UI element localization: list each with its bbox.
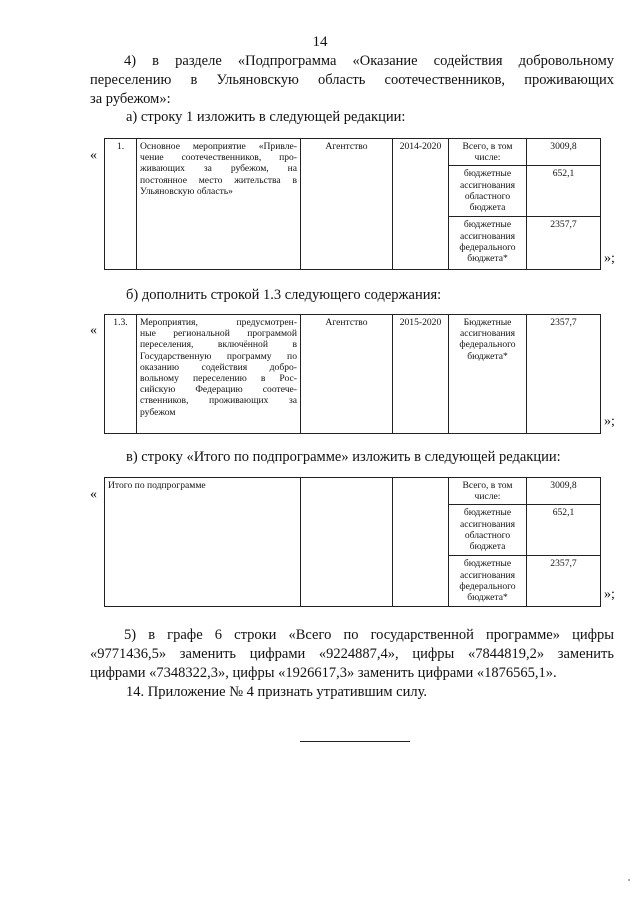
item4-line: переселению в Ульяновскую область соотечественников, проживающих: [90, 72, 614, 88]
subitem-b: б) дополнить строкой 1.3 следующего содержания:: [126, 287, 442, 303]
value-federal: 2357,7: [527, 217, 601, 270]
measure-name-line: Государственную программу по: [140, 350, 297, 362]
open-quote: «: [90, 148, 97, 163]
executor: Агентство: [301, 315, 393, 434]
empty-cell: [393, 478, 449, 607]
measure-name: [137, 139, 301, 270]
table-row-1: [104, 138, 601, 270]
row-number: 1.3.: [105, 315, 137, 434]
item5-line: цифрами «7348322,3», цифры «1926617,3» заменить цифрами «1876565,1».: [90, 665, 557, 681]
close-mark: »;: [604, 587, 615, 602]
open-quote: «: [90, 487, 97, 502]
subitem-c: в) строку «Итого по подпрограмме» изложить в следующей редакции:: [126, 449, 561, 465]
measure-name-line: Ульяновскую область»: [140, 185, 233, 197]
source-total: Всего, в том числе:: [449, 478, 527, 505]
measure-name-line: постоянное место жительства в: [140, 174, 297, 186]
item5-line: «9771436,5» заменить цифрами «9224887,4», цифры «7844819,2» заменить: [90, 646, 614, 662]
measure-name-line: ные региональной программой: [140, 328, 297, 340]
value-regional: 652,1: [527, 505, 601, 556]
open-quote: «: [90, 323, 97, 338]
measure-name-line: ственников, проживающих за: [140, 395, 297, 407]
measure-name-line: рубежом: [140, 406, 176, 418]
measure-name: [137, 315, 301, 434]
subitem-a: а) строку 1 изложить в следующей редакции:: [126, 109, 406, 125]
page-number: 14: [312, 34, 328, 50]
item4-line: 4) в разделе «Подпрограмма «Оказание содействия добровольному: [124, 53, 614, 69]
close-mark: »;: [604, 251, 615, 266]
item5-line: 5) в графе 6 строки «Всего по государственной программе» цифры: [124, 627, 614, 643]
measure-name-line: сийскую Федерацию соотече-: [140, 384, 297, 396]
value-federal: 2357,7: [527, 556, 601, 607]
item4-paragraph: [90, 52, 614, 109]
value-total: 3009,8: [527, 478, 601, 505]
source-total: Всего, в том числе:: [449, 139, 527, 166]
row-number: 1.: [105, 139, 137, 270]
measure-name-line: вольному переселению в Рос-: [140, 373, 297, 385]
value-total: 3009,8: [527, 139, 601, 166]
subprogram-total-name: Итого по подпрограмме: [105, 478, 301, 607]
value-federal: 2357,7: [527, 315, 601, 434]
measure-name-line: переселения, включённой в: [140, 339, 297, 351]
separator-line: [300, 741, 410, 742]
years: 2014-2020: [393, 139, 449, 270]
source-regional: бюджетные ассигнования областного бюджета: [449, 505, 527, 556]
source-regional: бюджетные ассигнования областного бюджета: [449, 166, 527, 217]
measure-name-line: живающих за рубежом, на: [140, 163, 297, 175]
table-row-1-3: [104, 314, 601, 434]
close-mark: »;: [604, 414, 615, 429]
item4-line: за рубежом»:: [90, 91, 171, 107]
scan-speck: [628, 879, 630, 881]
measure-name-line: Основное мероприятие «Привле-: [140, 141, 297, 152]
source-federal: бюджетные ассигнования федерального бюджета*: [449, 556, 527, 607]
empty-cell: [301, 478, 393, 607]
measure-name-line: Мероприятия, предусмотрен-: [140, 317, 297, 328]
item5-paragraph: [90, 626, 614, 683]
item14-paragraph: 14. Приложение № 4 признать утратившим силу.: [126, 684, 428, 700]
table-total-row: [104, 477, 601, 607]
measure-name-line: оказанию содействия добро-: [140, 361, 297, 373]
executor: Агентство: [301, 139, 393, 270]
value-regional: 652,1: [527, 166, 601, 217]
source-federal: Бюджетные ассигнования федерального бюджета*: [449, 315, 527, 434]
source-federal: бюджетные ассигнования федерального бюджета*: [449, 217, 527, 270]
measure-name-line: чение соотечественников, про-: [140, 152, 297, 164]
years: 2015-2020: [393, 315, 449, 434]
